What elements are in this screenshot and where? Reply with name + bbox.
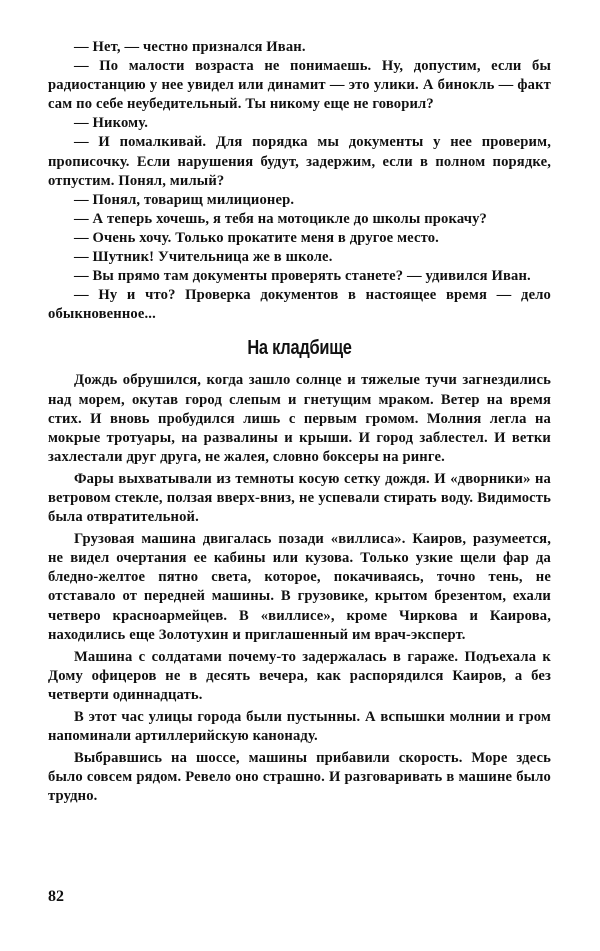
- dialogue-line: — Очень хочу. Только прокатите меня в другое место.: [74, 229, 439, 246]
- dialogue-line: — Шутник! Учительница же в школе.: [74, 249, 333, 266]
- page-number: 82: [48, 888, 64, 905]
- paragraph: В этот час улицы города были пустынны. А вспышки молнии и гром напоминали артиллерийскую канонаду.: [48, 709, 551, 745]
- section-title: На кладбище: [247, 337, 352, 360]
- paragraph: Грузовая машина двигалась позади «виллиса». Каиров, разумеется, не видел очертания ее кабины или кузова. Только узкие щели фар да бледно-желтое пятно света, которое, покачиваясь, точно тень, не отставало от передней машины. В грузовике, крытом брезентом, ехали четверо красноармейцев. В «виллисе», кроме Чиркова и Каирова, находились еще Золотухин и приглашенный им врач-эксперт.: [48, 531, 551, 643]
- page-body: [48, 38, 551, 806]
- dialogue-line: — А теперь хочешь, я тебя на мотоцикле до школы прокачу?: [74, 210, 487, 227]
- dialogue-line: — И помалкивай. Для порядка мы документы у нее проверим, прописочку. Если нарушения будут, задержим, если в полном порядке, отпустим. Понял, милый?: [48, 134, 551, 189]
- dialogue-line: — Никому.: [74, 115, 149, 132]
- paragraph: Дождь обрушился, когда зашло солнце и тяжелые тучи загнездились над морем, окутав город слепым и гнетущим мраком. Ветер на время стих. И вновь пробудился лишь с первым громом. Молния легла на мокрые тротуары, на развалины и крыши. И город заблестел. И ветки захлестали друг друга, не жалея, словно боксеры на ринге.: [48, 372, 551, 465]
- dialogue-line: — По малости возраста не понимаешь. Ну, допустим, если бы радиостанцию у нее увидел или динамит — это улики. А бинокль — факт сам по себе неубедительный. Ты никому еще не говорил?: [48, 58, 551, 113]
- paragraph: Машина с солдатами почему-то задержалась в гараже. Подъехала к Дому офицеров не в десять вечера, как распорядился Каиров, а без четверти одиннадцать.: [48, 648, 551, 703]
- dialogue-line: — Нет, — честно признался Иван.: [74, 39, 306, 55]
- paragraph: Выбравшись на шоссе, машины прибавили скорость. Море здесь было совсем рядом. Ревело оно страшно. И разговаривать в машине было трудно.: [48, 750, 551, 805]
- dialogue-line: — Понял, товарищ милиционер.: [74, 191, 295, 208]
- dialogue-line: — Вы прямо там документы проверять станете? — удивился Иван.: [74, 268, 531, 285]
- paragraph: Фары выхватывали из темноты косую сетку дождя. И «дворники» на ветровом стекле, ползая вверх-вниз, не успевали стирать воду. Видимость была отвратительной.: [48, 470, 551, 526]
- dialogue-line: — Ну и что? Проверка документов в настоящее время — дело обыкновенное...: [48, 287, 551, 323]
